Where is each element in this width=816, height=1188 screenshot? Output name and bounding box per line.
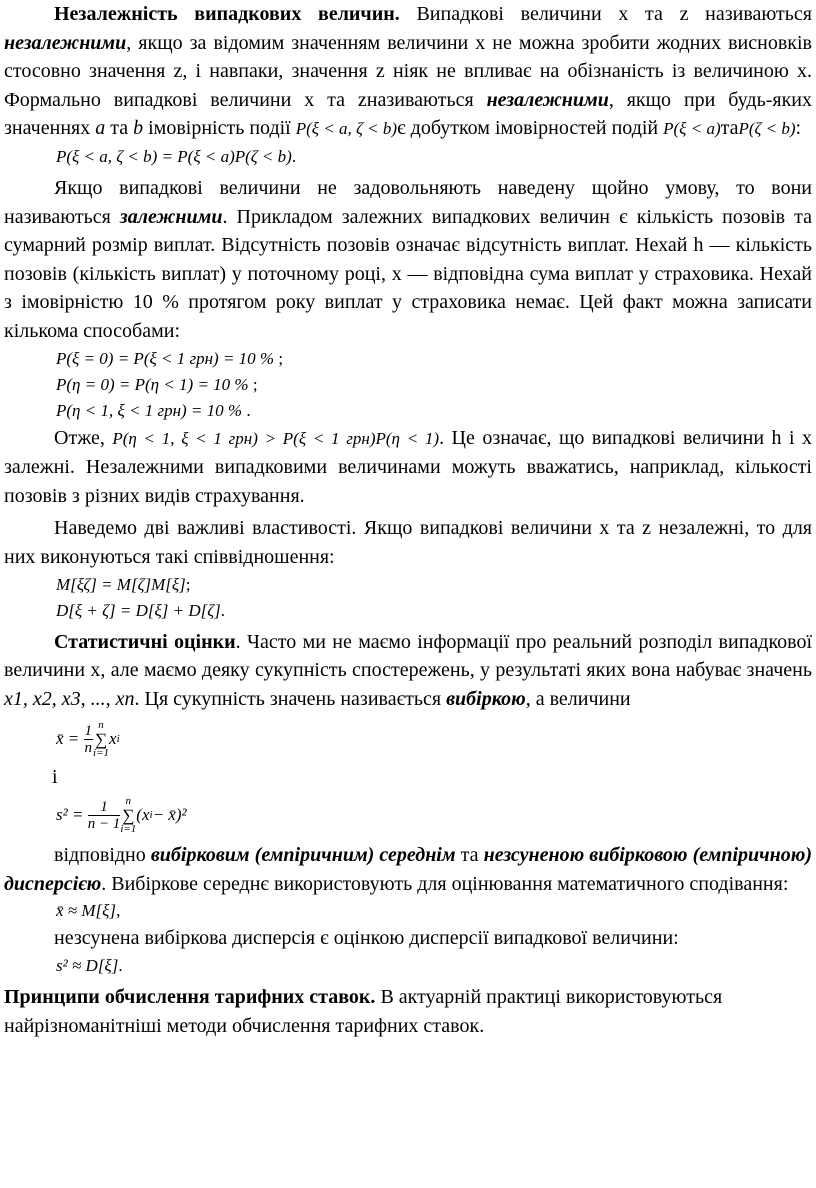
term-dependent: залежними [119, 205, 223, 228]
term-independent-2: незалежними [486, 88, 609, 111]
formula-expectation-product: M[ξζ] = M[ζ]M[ξ]; [56, 574, 191, 594]
term-sample-mean: вибірковим (емпіричним) середнім [150, 844, 456, 867]
formula-prob-xi-zero: P(ξ = 0) = P(ξ < 1 грн) = 10 % ; [56, 348, 284, 368]
formula-sample-mean: x̄ = $\frac{1}{n}$ n ∑ i=1 x i [56, 718, 120, 759]
formula-prob-eta-zero: P(η = 0) = P(η < 1) = 10 % ; [56, 374, 258, 394]
connector-and: і [52, 766, 58, 789]
term-independent: незалежними [4, 31, 127, 54]
formula-sample-variance: s² = $\frac{1}{n - 1}$ n ∑ i=1 (x i − x̄)² [56, 794, 187, 835]
formula-inequality: P(η < 1, ξ < 1 грн) > P(ξ < 1 грн)P(η < 1) [112, 428, 440, 448]
paragraph-tariff-principles: Принципи обчислення тарифних ставок. В актуарній практиці використовуються найрізноманітніші методи обчислення тарифних ставок. [4, 986, 723, 1037]
paragraph-dependence: Якщо випадкові величини не задовольняють наведену щойно умову, то вони називаються залежними. Прикладом залежних випадкових величин є кількість позовів та сумарний розмір виплат. Відсутність позовів означає відсутність виплат. Нехай h — кількість позовів (кількість виплат) у поточному році, x — відповідна сума виплат у страховика. Нехай з імовірністю 10 % протягом року виплат у страховика немає. Цей факт можна записати кількома способами: [4, 176, 812, 342]
formula-prob-joint: P(η < 1, ξ < 1 грн) = 10 % . [56, 400, 251, 420]
paragraph-therefore: Отже, P(η < 1, ξ < 1 грн) > P(ξ < 1 грн)P(η < 1). Це означає, що випадкові величини h і x залежні. Незалежними випадковими величинами можуть вважатись, наприклад, кількості позовів з різних видів страхування. [4, 426, 812, 507]
heading-tariff-principles: Принципи обчислення тарифних ставок. [4, 986, 376, 1009]
term-sample: вибіркою [446, 687, 526, 710]
formula-event-xi: P(ξ < a) [663, 119, 721, 139]
formula-mean-estimate: x̄ ≈ M[ξ], [56, 901, 121, 921]
term-unbiased-variance: незсуненою вибірковою (емпіричною) дисперсією [4, 844, 812, 895]
paragraph-properties: Наведемо дві важливі властивості. Якщо випадкові величини x та z незалежні, то для них виконуються такі співвідношення: [4, 517, 812, 568]
paragraph-variance-estimate: незсунена вибіркова дисперсія є оцінкою дисперсії випадкової величини: [54, 927, 679, 950]
heading-independence: Незалежність випадкових величин. [54, 3, 400, 25]
formula-variance-estimate: s² ≈ D[ξ]. [56, 956, 123, 976]
heading-statistics: Статистичні оцінки [54, 630, 236, 653]
paragraph-respectively: відповідно вибірковим (емпіричним) середнім та незсуненою вибірковою (емпіричною) дисперсією. Вибіркове середнє використовують для оцінювання математичного сподівання: [4, 844, 812, 895]
paragraph-statistics: Статистичні оцінки. Часто ми не маємо інформації про реальний розподіл випадкової величини x, але маємо деяку сукупність спостережень, у результаті яких вона набуває значень x1, x2, x3, ..., xn. Ця сукупність значень називається вибіркою, а величини [4, 630, 813, 710]
paragraph-independence: Незалежність випадкових величин. Випадкові величини x та z називаються незалежними, якщо за відомим значенням величини x не можна зробити жодних висновків стосовно значення z, і навпаки, значення z ніяк не впливає на обізнаність із величиною x. Формально випадкові величини x та zназиваються незалежними, якщо при будь-яких значеннях a та b імовірність події P(ξ < a, ζ < b)є добутком імовірностей подій P(ξ < a)таP(ζ < b): [4, 3, 812, 140]
formula-variance-sum: D[ξ + ζ] = D[ξ] + D[ζ]. [56, 600, 226, 620]
formula-independence-product: P(ξ < a, ζ < b) = P(ξ < a)P(ζ < b). [56, 146, 297, 166]
formula-event-zeta: P(ζ < b) [738, 119, 796, 139]
formula-joint-event: P(ξ < a, ζ < b) [295, 119, 398, 139]
sample-values: x1, x2, x3, ..., xn [4, 687, 135, 710]
